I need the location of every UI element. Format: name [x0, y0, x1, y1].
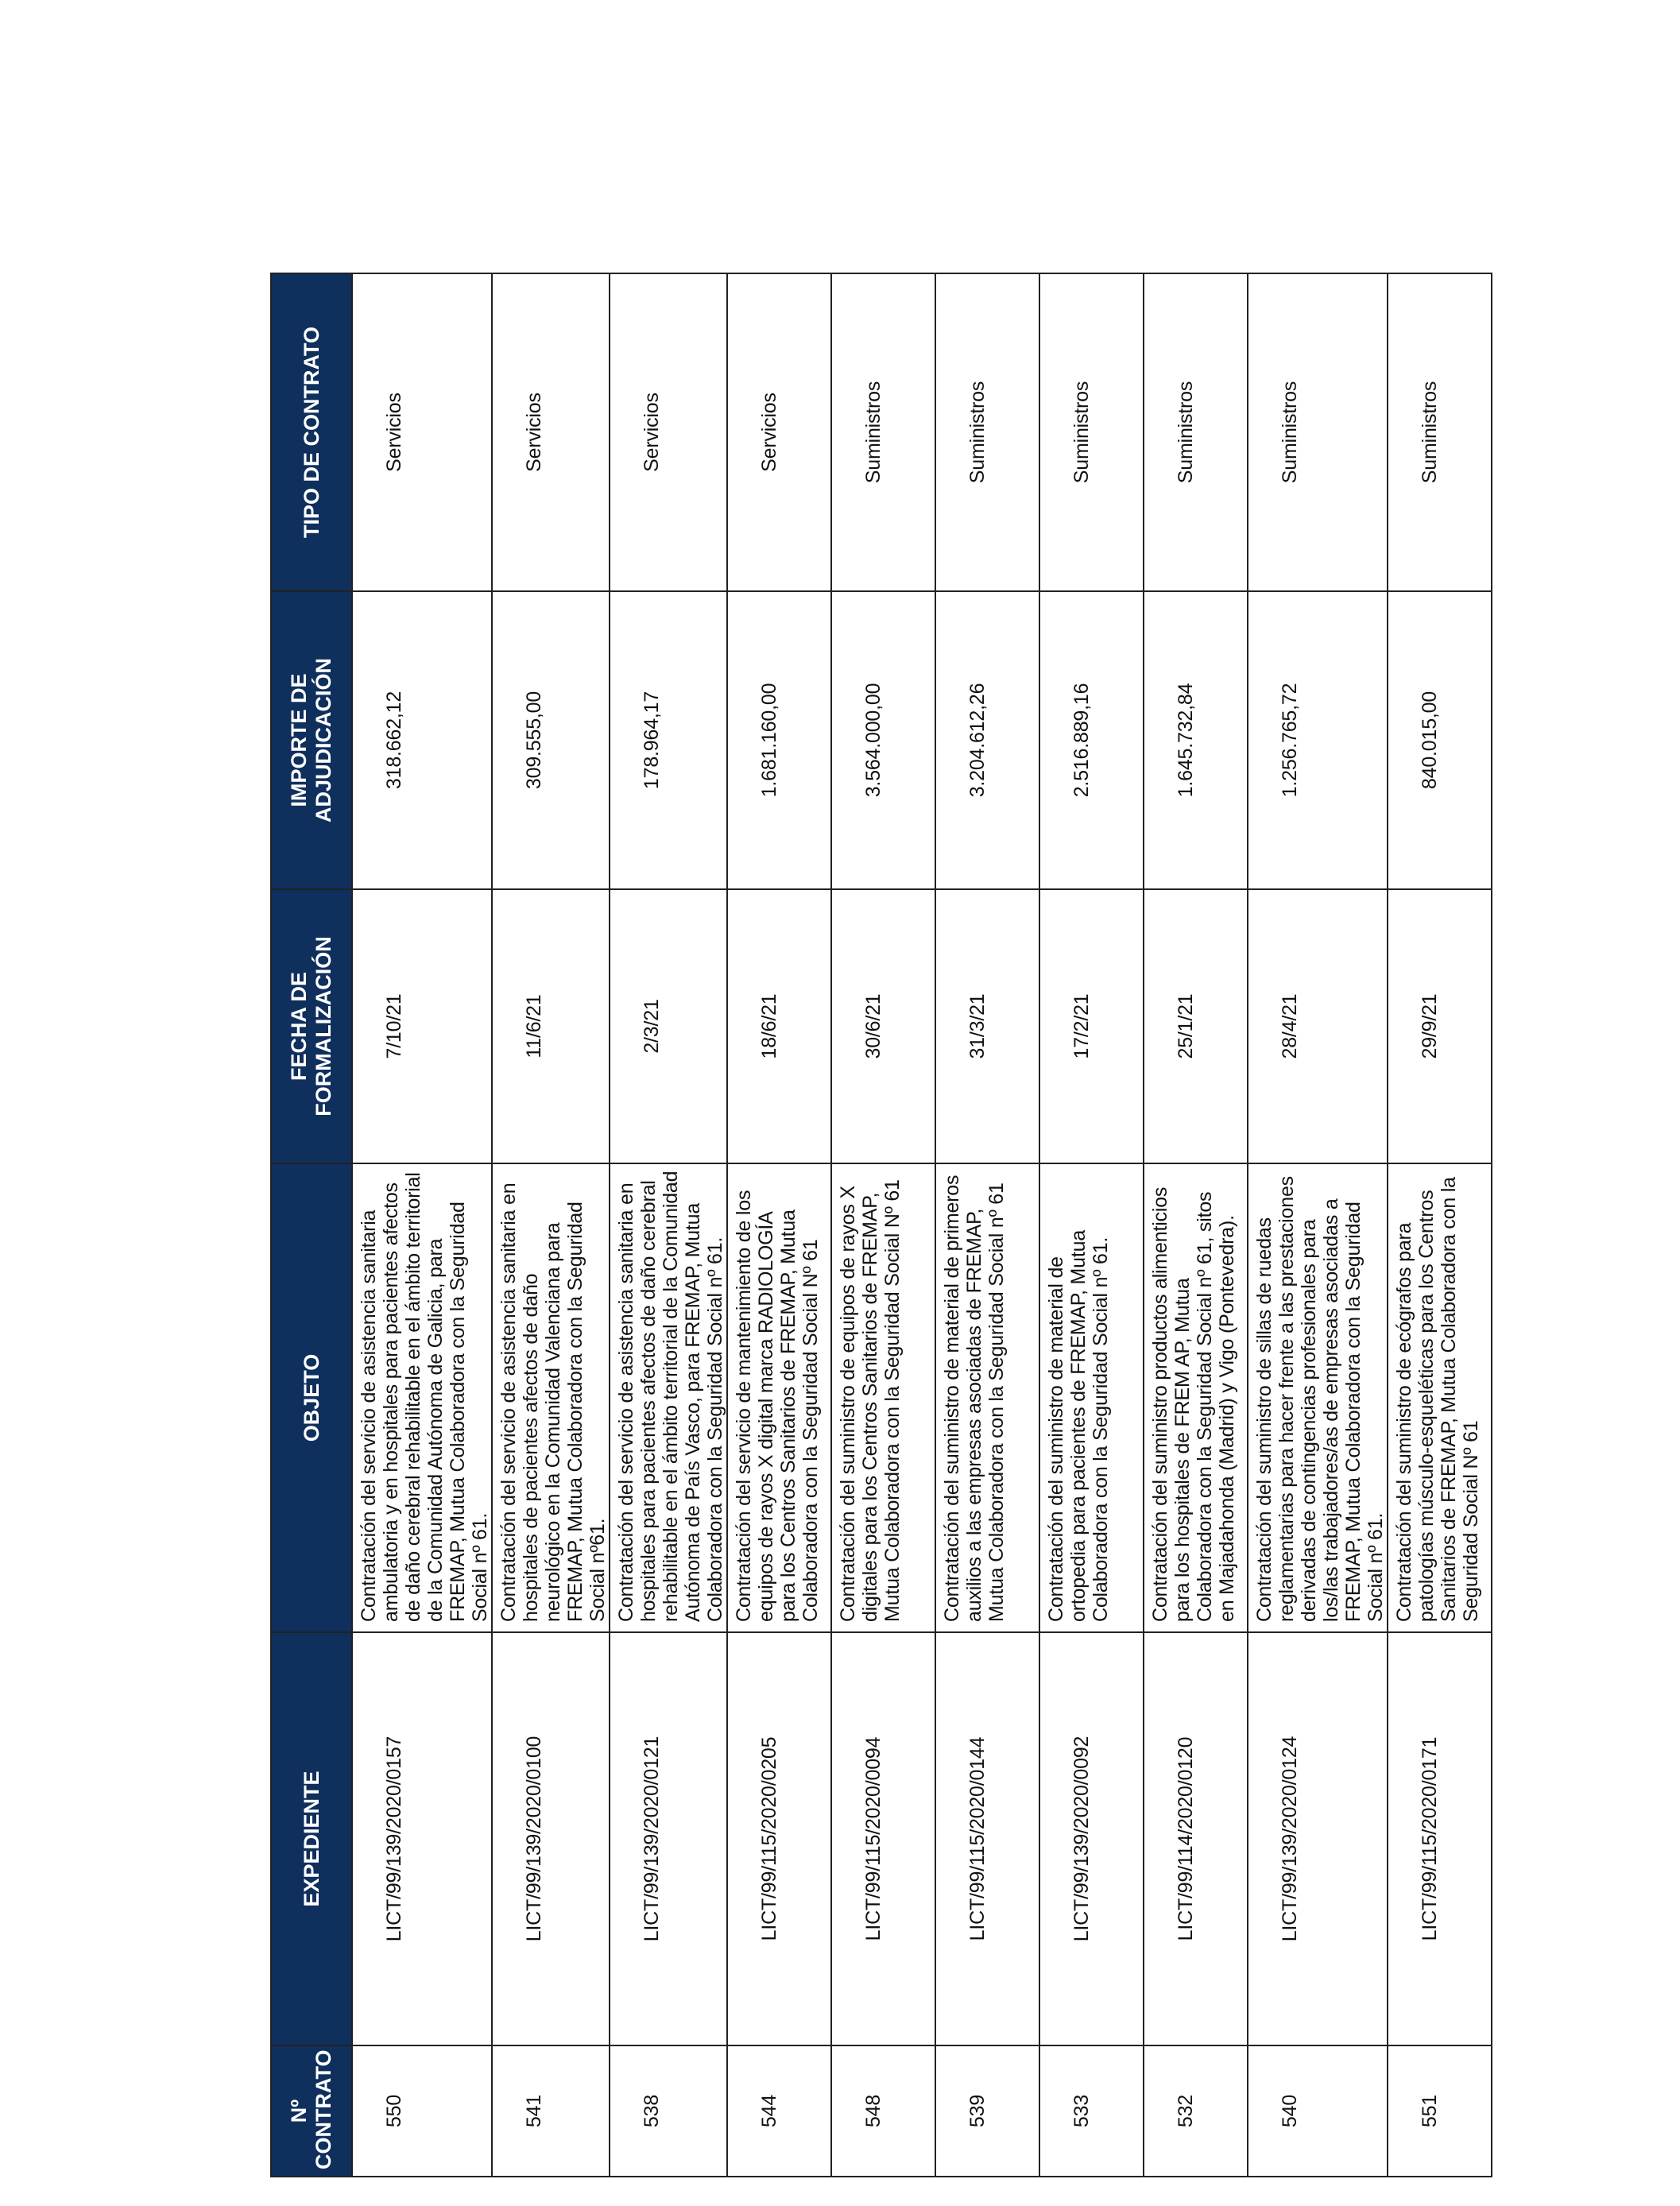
- table-row: [727, 273, 831, 2177]
- table-row: [492, 273, 610, 2177]
- table-row: [1248, 273, 1388, 2177]
- tipo-value: Suministros: [862, 381, 885, 484]
- objeto-value: Contratación del servicio de mantenimiento de los equipos de rayos X digital marca RADIOLOGÍA para los Centros Sanitarios de FREMAP, Mutua Colaboradora con la Seguridad Social Nº 61: [733, 1190, 822, 1622]
- expediente-value: LICT/99/115/2020/0205: [758, 1736, 780, 1941]
- tipo-value: Suministros: [966, 381, 989, 484]
- cell-importe: [1144, 591, 1248, 889]
- cell-importe: [610, 591, 727, 889]
- cell-importe: [935, 591, 1039, 889]
- importe-value: 3.564.000,00: [862, 683, 885, 798]
- importe-value: 178.964,17: [641, 691, 663, 790]
- fecha-value: 30/6/21: [862, 993, 885, 1059]
- cell-objeto: [610, 1163, 727, 1632]
- objeto-value: Contratación del servicio de asistencia sanitaria en hospitales para pacientes afectos de daño cerebral rehabilitable en el ámbito territorial de la Comunidad Autónoma de País Vasco, para FREMAP, Mutua Colaboradora con la Seguridad Social nº 61.: [615, 1171, 726, 1622]
- cell-importe: [1039, 591, 1144, 889]
- expediente-value: LICT/99/139/2020/0121: [641, 1736, 663, 1942]
- fecha-value: 25/1/21: [1175, 993, 1197, 1059]
- tipo-value: Servicios: [758, 393, 780, 472]
- cell-importe: [492, 591, 610, 889]
- cell-tipo: [352, 273, 492, 591]
- cell-fecha: [610, 889, 727, 1163]
- cell-objeto: [1388, 1163, 1492, 1632]
- cell-numero: [492, 2045, 610, 2177]
- cell-fecha: [492, 889, 610, 1163]
- cell-expediente: [727, 1632, 831, 2045]
- cell-tipo: [492, 273, 610, 591]
- cell-importe: [1388, 591, 1492, 889]
- cell-importe: [1248, 591, 1388, 889]
- tipo-value: Suministros: [1175, 381, 1197, 484]
- objeto-value: Contratación del servicio de asistencia sanitaria en hospitales de pacientes afectos de daño neurológico en la Comunidad Valenciana para FREMAP, Mutua Colaboradora con la Seguridad Social nº61.: [497, 1182, 609, 1622]
- fecha-value: 18/6/21: [758, 993, 780, 1059]
- cell-objeto: [1039, 1163, 1144, 1632]
- table-row: [352, 273, 492, 2177]
- cell-fecha: [352, 889, 492, 1163]
- numero-value: 533: [1070, 2094, 1093, 2128]
- expediente-value: LICT/99/139/2020/0124: [1279, 1736, 1301, 1942]
- cell-tipo: [935, 273, 1039, 591]
- cell-fecha: [935, 889, 1039, 1163]
- cell-expediente: [1144, 1632, 1248, 2045]
- objeto-value: Contratación del servicio de asistencia sanitaria ambulatoria y en hospitales para pacientes afectos de daño cerebral rehabilitable en el ámbito territorial de la Comunidad Autónoma de Galicia, para FREMAP, Mutua Colaboradora con la Seguridad Social nº 61.: [358, 1172, 491, 1622]
- fecha-value: 2/3/21: [641, 999, 663, 1054]
- tipo-value: Servicios: [641, 393, 663, 472]
- header-importe: IMPORTE DE ADJUDICACIÓN: [271, 591, 352, 889]
- cell-objeto: [352, 1163, 492, 1632]
- cell-tipo: [727, 273, 831, 591]
- contracts-table: [270, 273, 1492, 2177]
- cell-fecha: [1248, 889, 1388, 1163]
- cell-expediente: [1388, 1632, 1492, 2045]
- importe-value: 309.555,00: [523, 691, 545, 790]
- tipo-value: Suministros: [1279, 381, 1301, 484]
- fecha-value: 31/3/21: [966, 993, 989, 1059]
- cell-numero: [1039, 2045, 1144, 2177]
- cell-objeto: [831, 1163, 935, 1632]
- expediente-value: LICT/99/139/2020/0100: [523, 1736, 545, 1942]
- table-row: [1388, 273, 1492, 2177]
- importe-value: 318.662,12: [383, 691, 405, 790]
- numero-value: 548: [862, 2094, 885, 2128]
- cell-objeto: [1248, 1163, 1388, 1632]
- objeto-value: Contratación del suministro de material de ortopedia para pacientes de FREMAP, Mutua Colaboradora con la Seguridad Social nº 61.: [1045, 1229, 1112, 1622]
- objeto-value: Contratación del suministro de sillas de ruedas reglamentarias para hacer frente a las prestaciones derivadas de contingencias profesionales para los/las trabajadores/as de empresas asociadas a FREMAP, Mutua Colaboradora con la Seguridad Social nº 61.: [1253, 1176, 1387, 1622]
- cell-fecha: [1144, 889, 1248, 1163]
- cell-expediente: [352, 1632, 492, 2045]
- cell-expediente: [492, 1632, 610, 2045]
- cell-numero: [727, 2045, 831, 2177]
- cell-expediente: [1039, 1632, 1144, 2045]
- cell-numero: [1144, 2045, 1248, 2177]
- cell-tipo: [1248, 273, 1388, 591]
- cell-tipo: [831, 273, 935, 591]
- expediente-value: LICT/99/115/2020/0144: [966, 1736, 989, 1941]
- objeto-value: Contratación del suministro de ecógrafos para patologías músculo-esqueléticas para los Centros Sanitarios de FREMAP, Mutua Colaboradora con la Seguridad Social Nº 61: [1393, 1177, 1482, 1622]
- cell-importe: [831, 591, 935, 889]
- fecha-value: 11/6/21: [523, 994, 545, 1058]
- expediente-value: LICT/99/115/2020/0094: [862, 1736, 885, 1941]
- cell-fecha: [831, 889, 935, 1163]
- cell-tipo: [1039, 273, 1144, 591]
- objeto-value: Contratación del suministro de equipos de rayos X digitales para los Centros Sanitarios de FREMAP, Mutua Colaboradora con la Seguridad Social Nº 61: [837, 1179, 904, 1622]
- cell-objeto: [1144, 1163, 1248, 1632]
- numero-value: 544: [758, 2094, 780, 2128]
- tipo-value: Servicios: [383, 393, 405, 472]
- cell-numero: [352, 2045, 492, 2177]
- importe-value: 840.015,00: [1419, 691, 1441, 790]
- cell-expediente: [610, 1632, 727, 2045]
- expediente-value: LICT/99/115/2020/0171: [1419, 1736, 1441, 1941]
- fecha-value: 28/4/21: [1279, 993, 1301, 1059]
- numero-value: 539: [966, 2094, 989, 2128]
- importe-value: 1.645.732,84: [1175, 683, 1197, 798]
- objeto-value: Contratación del suministro productos alimenticios para los hospitales de FREM AP, Mutua Colaboradora con la Seguridad Social nº 61, sitos en Majadahonda (Madrid) y Vigo (Pontevedra).: [1149, 1186, 1238, 1622]
- table-row: [1039, 273, 1144, 2177]
- header-numero: Nº CONTRATO: [271, 2045, 352, 2177]
- numero-value: 551: [1419, 2094, 1441, 2128]
- cell-fecha: [1388, 889, 1492, 1163]
- cell-expediente: [831, 1632, 935, 2045]
- cell-expediente: [1248, 1632, 1388, 2045]
- expediente-value: LICT/99/139/2020/0092: [1070, 1736, 1093, 1942]
- cell-objeto: [935, 1163, 1039, 1632]
- expediente-value: LICT/99/139/2020/0157: [383, 1736, 405, 1942]
- numero-value: 550: [383, 2094, 405, 2128]
- table-row: [610, 273, 727, 2177]
- importe-value: 2.516.889,16: [1070, 683, 1093, 798]
- cell-fecha: [1039, 889, 1144, 1163]
- cell-objeto: [727, 1163, 831, 1632]
- cell-importe: [727, 591, 831, 889]
- importe-value: 3.204.612,26: [966, 683, 989, 798]
- table-row: [1144, 273, 1248, 2177]
- cell-numero: [935, 2045, 1039, 2177]
- importe-value: 1.681.160,00: [758, 683, 780, 798]
- numero-value: 532: [1175, 2094, 1197, 2128]
- numero-value: 538: [641, 2094, 663, 2128]
- numero-value: 540: [1279, 2094, 1301, 2128]
- cell-expediente: [935, 1632, 1039, 2045]
- tipo-value: Suministros: [1419, 381, 1441, 484]
- expediente-value: LICT/99/114/2020/0120: [1175, 1736, 1197, 1941]
- header-row: [271, 273, 352, 2177]
- tipo-value: Servicios: [523, 393, 545, 472]
- fecha-value: 29/9/21: [1419, 993, 1441, 1059]
- table-row: [831, 273, 935, 2177]
- objeto-value: Contratación del suministro de material de primeros auxilios a las empresas asociadas de FREMAP, Mutua Colaboradora con la Seguridad Social nº 61: [941, 1175, 1008, 1622]
- header-fecha: FECHA DE FORMALIZACIÓN: [271, 889, 352, 1163]
- cell-numero: [831, 2045, 935, 2177]
- numero-value: 541: [523, 2094, 545, 2128]
- cell-objeto: [492, 1163, 610, 1632]
- cell-fecha: [727, 889, 831, 1163]
- cell-numero: [1248, 2045, 1388, 2177]
- tipo-value: Suministros: [1070, 381, 1093, 484]
- header-tipo: TIPO DE CONTRATO: [271, 273, 352, 591]
- header-expediente: EXPEDIENTE: [271, 1632, 352, 2045]
- header-objeto: OBJETO: [271, 1163, 352, 1632]
- table-row: [935, 273, 1039, 2177]
- fecha-value: 17/2/21: [1070, 993, 1093, 1059]
- cell-numero: [610, 2045, 727, 2177]
- importe-value: 1.256.765,72: [1279, 683, 1301, 798]
- rotated-page: [270, 274, 1482, 2177]
- fecha-value: 7/10/21: [383, 993, 405, 1059]
- cell-tipo: [610, 273, 727, 591]
- cell-importe: [352, 591, 492, 889]
- cell-tipo: [1388, 273, 1492, 591]
- cell-numero: [1388, 2045, 1492, 2177]
- cell-tipo: [1144, 273, 1248, 591]
